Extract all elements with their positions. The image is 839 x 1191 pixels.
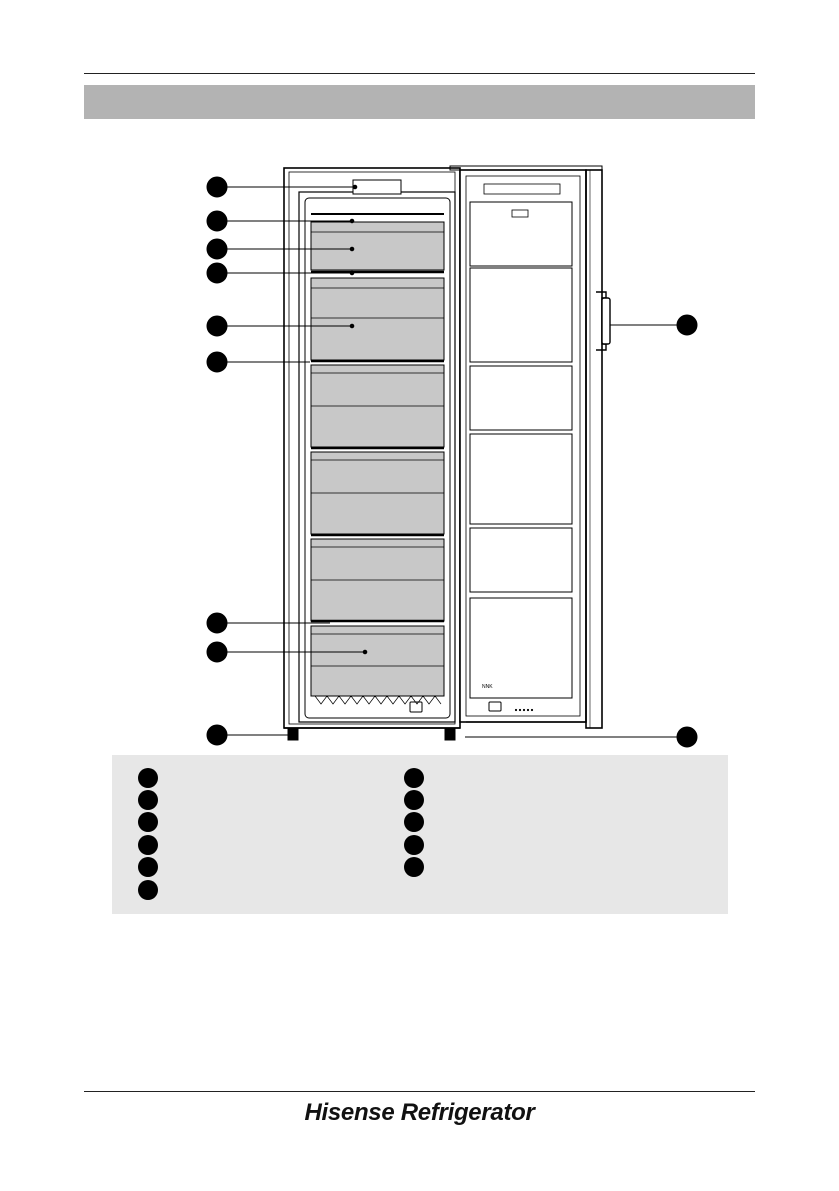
callout-10-marker: [677, 315, 697, 335]
callout-5-marker: [207, 316, 227, 336]
footer-rule: [84, 1091, 755, 1092]
callout-8-marker: [207, 642, 227, 662]
legend-marker-4: [138, 835, 158, 855]
legend-marker-11: [404, 857, 424, 877]
freezer-drawers: [311, 278, 444, 704]
callout-11-marker: [677, 727, 697, 747]
callout-4-marker: [207, 263, 227, 283]
legend-marker-1: [138, 768, 158, 788]
callout-7-marker: [207, 613, 227, 633]
callout-2-marker: [207, 211, 227, 231]
callout-1-marker: [207, 177, 227, 197]
door-marking: NNK: [482, 684, 493, 690]
fast-freeze-compartment: [311, 214, 444, 272]
callout-9-marker: [207, 725, 227, 745]
footer-brand: Hisense Refrigerator: [304, 1099, 535, 1126]
legend-marker-9: [404, 812, 424, 832]
freezer-door: [450, 166, 610, 728]
legend-marker-7: [404, 768, 424, 788]
legend-marker-6: [138, 880, 158, 900]
callout-3-marker: [207, 239, 227, 259]
control-panel: [353, 180, 401, 194]
legend-marker-2: [138, 790, 158, 810]
legend-marker-10: [404, 835, 424, 855]
legend-marker-5: [138, 857, 158, 877]
legend-marker-8: [404, 790, 424, 810]
legend-marker-3: [138, 812, 158, 832]
callout-6-marker: [207, 352, 227, 372]
